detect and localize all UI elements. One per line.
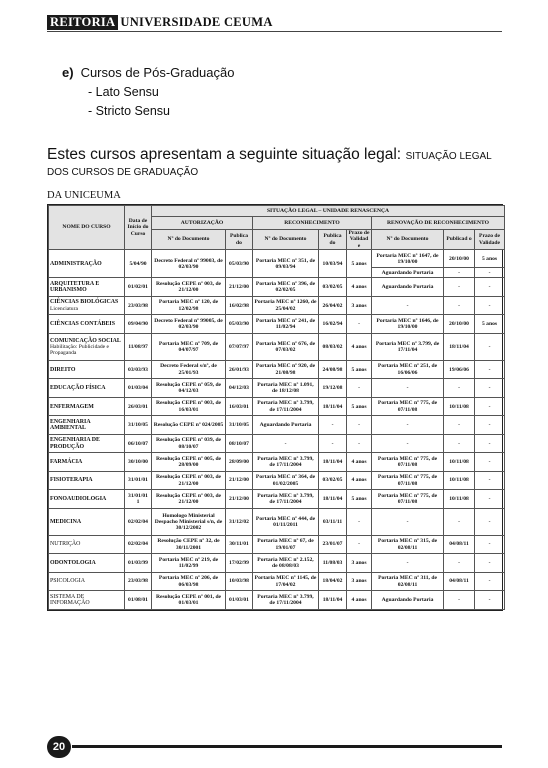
ren-pub-cell: - <box>444 416 475 434</box>
rec-prazo-cell: 4 anos <box>347 333 372 360</box>
auth-pub-cell: 31/12/02 <box>226 508 253 535</box>
rec-prazo-cell: 5 anos <box>347 490 372 508</box>
page-number: 20 <box>47 736 71 758</box>
ren-prazo-cell: - <box>475 572 505 590</box>
auth-doc-cell: Portaria MEC nº 219, de 11/02/99 <box>152 554 226 572</box>
postgrad-title <box>62 65 234 80</box>
auth-pub-cell: 31/10/05 <box>226 416 253 434</box>
ren-pub-cell: - <box>444 296 475 314</box>
course-name-cell <box>49 333 125 360</box>
col-renovacao: RENOVAÇÃO DE RECONHECIMENTO <box>372 217 505 230</box>
rec-doc-cell: Portaria MEC nº 676, de 07/03/02 <box>253 333 319 360</box>
rec-doc-cell: Portaria MEC nº 241, de 11/02/94 <box>253 315 319 333</box>
rec-pub-cell: 18/11/04 <box>319 397 347 415</box>
auth-pub-cell: 01/03/01 <box>226 591 253 610</box>
start-date-cell: 02/02/04 <box>125 508 152 535</box>
header-university-name: UNIVERSIDADE CEUMA <box>120 14 273 29</box>
rec-pub-cell: 18/11/04 <box>319 453 347 471</box>
ren-doc-cell: - <box>372 508 444 535</box>
ren-prazo-cell: - <box>475 490 505 508</box>
rec-prazo-cell: - <box>347 508 372 535</box>
table-subheading: DA UNICEUMA <box>47 190 121 201</box>
col-start-date: Data de Início do Curso <box>125 206 152 250</box>
table-row <box>49 379 505 397</box>
auth-doc-cell: Resolução CEPE nº 003, de 21/12/00 <box>152 278 226 296</box>
rec-prazo-cell: 5 anos <box>347 250 372 278</box>
ren-prazo-cell: 5 anos <box>475 250 505 268</box>
rec-pub-cell: 18/04/02 <box>319 572 347 590</box>
rec-pub-cell: 19/12/08 <box>319 379 347 397</box>
intro-paragraph <box>47 148 507 180</box>
start-date-cell: 31/01/01 1 <box>125 490 152 508</box>
course-name: COMUNICAÇÃO SOCIAL <box>50 337 121 344</box>
table-row <box>49 572 505 590</box>
course-name-cell <box>49 508 125 535</box>
ren-doc-cell: Portaria MEC nº 775, de 07/11/08 <box>372 397 444 415</box>
rec-pub-cell: 08/03/02 <box>319 333 347 360</box>
ren-doc-cell: Aguardando Portaria <box>372 278 444 296</box>
auth-pub-cell: 30/11/01 <box>226 535 253 553</box>
ren-doc-cell: Portaria MEC nº 775, de 07/11/08 <box>372 471 444 489</box>
auth-doc-cell: Resolução CEPE nº 005, de 28/09/00 <box>152 453 226 471</box>
ren-pub-cell: 10/11/08 <box>444 490 475 508</box>
rec-doc-cell: Portaria MEC nº 2.152, de 08/08/03 <box>253 554 319 572</box>
course-name: ARQUITETURA E URBANISMO <box>50 280 100 294</box>
ren-doc-cell: Portaria MEC nº 1646, de 19/10/00 <box>372 315 444 333</box>
auth-doc-cell: Resolução CEPE nº 039, de 08/10/07 <box>152 434 226 452</box>
auth-doc-cell: Decreto Federal nº 99005, de 02/03/90 <box>152 315 226 333</box>
rec-doc-cell: Portaria MEC nº 1.091, de 18/12/08 <box>253 379 319 397</box>
table-row <box>49 508 505 535</box>
start-date-cell: 30/10/00 <box>125 453 152 471</box>
rec-prazo-cell: - <box>347 434 372 452</box>
rec-pub-cell: 24/08/98 <box>319 360 347 378</box>
auth-pub-cell: 16/02/98 <box>226 296 253 314</box>
list-title-text: Cursos de Pós-Graduação <box>80 65 235 80</box>
ren-pub-cell: 20/10/00 <box>444 250 475 268</box>
page-header <box>47 14 273 30</box>
rec-prazo-cell: 3 anos <box>347 296 372 314</box>
course-subtitle: Habilitação: Publicidade e Propaganda <box>50 343 110 356</box>
course-name: FISIOTERAPIA <box>50 477 93 484</box>
auth-pub-cell: 21/12/00 <box>226 490 253 508</box>
course-name-cell <box>49 554 125 572</box>
header-reitoria-box: REITORIA <box>47 15 118 30</box>
table-row <box>49 296 505 314</box>
table-row <box>49 315 505 333</box>
ren-prazo-cell: - <box>475 278 505 296</box>
auth-doc-cell: Resolução CEPE nº 003, de 21/12/00 <box>152 490 226 508</box>
rec-prazo-cell: - <box>347 416 372 434</box>
auth-doc-cell: Resolução CEPE nº 003, de 16/03/01 <box>152 397 226 415</box>
rec-doc-cell: Portaria MEC nº 444, de 01/11/2011 <box>253 508 319 535</box>
course-name: PSICOLOGIA <box>50 578 86 585</box>
rec-prazo-cell: 5 anos <box>347 360 372 378</box>
rec-doc-cell: Portaria MEC nº 3.799, de 17/11/2004 <box>253 591 319 610</box>
course-name-cell <box>49 250 125 278</box>
ren-prazo-cell: - <box>475 296 505 314</box>
ren-pub-cell: - <box>444 278 475 296</box>
rec-pub-cell: 26/04/02 <box>319 296 347 314</box>
course-name-cell <box>49 315 125 333</box>
course-name: ENFERMAGEM <box>50 403 94 410</box>
intro-big-text: Estes cursos apresentam a seguinte situação legal: <box>47 146 402 163</box>
rec-pub-cell: - <box>319 416 347 434</box>
rec-doc-cell: Portaria MEC nº 351, de 09/03/94 <box>253 250 319 278</box>
auth-pub-cell: 21/12/00 <box>226 278 253 296</box>
table-row <box>49 397 505 415</box>
auth-pub-cell: 28/09/00 <box>226 453 253 471</box>
course-name-cell <box>49 379 125 397</box>
rec-prazo-cell: - <box>347 379 372 397</box>
auth-doc-cell: Decreto Federal s/nº, de 25/01/93 <box>152 360 226 378</box>
rec-doc-cell: Portaria MEC nº 67, de 19/01/07 <box>253 535 319 553</box>
table-row <box>49 490 505 508</box>
rec-doc-cell: Portaria MEC nº 3.799, de 17/11/2004 <box>253 490 319 508</box>
ren-pub-cell: 18/11/04 <box>444 333 475 360</box>
rec-pub-cell: 23/01/07 <box>319 535 347 553</box>
col-rec-doc: Nº do Documento <box>253 230 319 250</box>
col-reconhecimento: RECONHECIMENTO <box>253 217 372 230</box>
auth-pub-cell: 21/12/00 <box>226 471 253 489</box>
rec-pub-cell: 03/02/05 <box>319 471 347 489</box>
course-name-cell <box>49 397 125 415</box>
ren-pub-cell: - <box>444 379 475 397</box>
ren-prazo-cell: - <box>475 416 505 434</box>
course-name: ENGENHARIA AMBIENTAL <box>50 418 91 432</box>
auth-doc-cell: Portaria MEC nº 206, de 06/03/98 <box>152 572 226 590</box>
col-auth-pub: Publica do <box>226 230 253 250</box>
rec-prazo-cell: - <box>347 535 372 553</box>
course-name: ODONTOLOGIA <box>50 559 96 566</box>
rec-prazo-cell: 4 anos <box>347 471 372 489</box>
ren-prazo-cell: - <box>475 535 505 553</box>
table-row <box>49 453 505 471</box>
intro-small-text: SITUAÇÃO LEGAL DOS CURSOS DE GRADUAÇÃO <box>47 151 492 178</box>
course-name-cell <box>49 434 125 452</box>
auth-doc-cell: Decreto Federal nº 99003, de 02/03/90 <box>152 250 226 278</box>
course-name: SISTEMA DE INFORMAÇÃO <box>50 593 90 607</box>
course-name: EDUCAÇÃO FÍSICA <box>50 385 106 392</box>
table-row <box>49 333 505 360</box>
ren-doc-cell: Portaria MEC nº 775, de 07/11/08 <box>372 453 444 471</box>
course-name: CIÊNCIAS CONTÁBEIS <box>50 321 115 328</box>
ren-pub-cell: 10/11/08 <box>444 397 475 415</box>
ren-doc-cell: Portaria MEC nº 315, de 02/08/11 <box>372 535 444 553</box>
rec-doc-cell: Portaria MEC nº 396, de 02/02/05 <box>253 278 319 296</box>
auth-pub-cell: 26/01/93 <box>226 360 253 378</box>
start-date-cell: 06/10/07 <box>125 434 152 452</box>
auth-doc-cell: Portaria MEC nº 709, de 04/07/97 <box>152 333 226 360</box>
ren-prazo-cell: - <box>475 554 505 572</box>
rec-pub-cell: 16/02/94 <box>319 315 347 333</box>
table-row <box>49 535 505 553</box>
col-ren-pub: Publicad o <box>444 230 475 250</box>
start-date-cell: 01/03/04 <box>125 379 152 397</box>
ren-pub-cell: 10/11/08 <box>444 471 475 489</box>
rec-prazo-cell: 3 anos <box>347 572 372 590</box>
table-row <box>49 278 505 296</box>
ren-doc-cell: - <box>372 296 444 314</box>
table-row <box>49 250 505 268</box>
auth-pub-cell: 05/03/90 <box>226 315 253 333</box>
auth-pub-cell: 16/03/01 <box>226 397 253 415</box>
rec-doc-cell: Aguardando Portaria <box>253 416 319 434</box>
rec-doc-cell: Portaria MEC nº 1145, de 17/04/02 <box>253 572 319 590</box>
ren-prazo-cell: - <box>475 360 505 378</box>
rec-doc-cell: Portaria MEC nº 364, de 01/02/2005 <box>253 471 319 489</box>
list-marker: e) <box>62 65 74 80</box>
auth-pub-cell: 17/02/99 <box>226 554 253 572</box>
start-date-cell: 26/03/01 <box>125 397 152 415</box>
rec-doc-cell: Portaria MEC nº 3.799, de 17/11/2004 <box>253 397 319 415</box>
course-name: MEDICINA <box>50 518 82 525</box>
course-name: NUTRIÇÃO <box>50 541 81 548</box>
ren-prazo-cell: - <box>475 268 505 278</box>
rec-pub-cell: 03/02/05 <box>319 278 347 296</box>
ren-prazo-cell: - <box>475 333 505 360</box>
course-name-cell <box>49 296 125 314</box>
course-name: CIÊNCIAS BIOLÓGICAS <box>50 299 119 306</box>
ren-pub-cell: 04/08/11 <box>444 535 475 553</box>
start-date-cell: 5/04/90 <box>125 250 152 278</box>
ren-doc-cell: Portaria MEC nº 311, de 02/08/11 <box>372 572 444 590</box>
ren-prazo-cell: - <box>475 591 505 610</box>
ren-pub-cell: - <box>444 434 475 452</box>
course-name-cell <box>49 591 125 610</box>
table-row <box>49 471 505 489</box>
rec-prazo-cell: 4 anos <box>347 453 372 471</box>
ren-pub-cell: 10/11/08 <box>444 453 475 471</box>
course-name-cell <box>49 416 125 434</box>
auth-doc-cell: Resolução CEPE nº 001, de 01/03/01 <box>152 591 226 610</box>
course-name: DIREITO <box>50 366 76 373</box>
list-item-lato: - Lato Sensu <box>88 85 159 99</box>
rec-pub-cell: 11/08/03 <box>319 554 347 572</box>
col-ren-prazo: Prazo de Validade <box>475 230 505 250</box>
auth-doc-cell: Homologo Ministerial Despacho Ministerial s/n, de 30/12/2002 <box>152 508 226 535</box>
rec-prazo-cell: 3 anos <box>347 554 372 572</box>
ren-prazo-cell: 5 anos <box>475 315 505 333</box>
ren-pub-cell: - <box>444 591 475 610</box>
col-ren-doc: Nº do Documento <box>372 230 444 250</box>
rec-pub-cell: - <box>319 434 347 452</box>
course-name-cell <box>49 490 125 508</box>
rec-pub-cell: 03/11/11 <box>319 508 347 535</box>
course-name-cell <box>49 453 125 471</box>
ren-pub-cell: - <box>444 508 475 535</box>
rec-prazo-cell: 4 anos <box>347 278 372 296</box>
course-subtitle: Licenciatura <box>50 305 78 312</box>
col-rec-pub: Publica do <box>319 230 347 250</box>
ren-doc-cell: Aguardando Portaria <box>372 268 444 278</box>
course-name-cell <box>49 360 125 378</box>
auth-doc-cell: Resolução CEPE nº 32, de 30/11/2001 <box>152 535 226 553</box>
rec-prazo-cell: 5 anos <box>347 397 372 415</box>
ren-doc-cell: - <box>372 434 444 452</box>
ren-doc-cell: Aguardando Portaria <box>372 591 444 610</box>
auth-pub-cell: 08/10/07 <box>226 434 253 452</box>
ren-prazo-cell: - <box>475 379 505 397</box>
start-date-cell: 01/08/01 <box>125 591 152 610</box>
auth-pub-cell: 10/03/98 <box>226 572 253 590</box>
start-date-cell: 31/10/05 <box>125 416 152 434</box>
list-item-stricto: - Stricto Sensu <box>88 104 170 118</box>
ren-pub-cell: - <box>444 268 475 278</box>
course-name-cell <box>49 278 125 296</box>
rec-pub-cell: 10/03/94 <box>319 250 347 278</box>
ren-doc-cell: - <box>372 379 444 397</box>
ren-doc-cell: - <box>372 554 444 572</box>
col-auth-doc: Nº do Documento <box>152 230 226 250</box>
course-name: ADMINISTRAÇÃO <box>50 260 102 267</box>
auth-pub-cell: 05/03/90 <box>226 250 253 278</box>
start-date-cell: 23/03/98 <box>125 572 152 590</box>
rec-pub-cell: 18/11/04 <box>319 591 347 610</box>
rec-doc-cell: Portaria MEC nº 920, de 21/08/98 <box>253 360 319 378</box>
ren-doc-cell: - <box>372 416 444 434</box>
header-rule <box>47 31 502 32</box>
table-row <box>49 434 505 452</box>
ren-doc-cell: Portaria MEC nº 3.799, de 17/11/04 <box>372 333 444 360</box>
start-date-cell: 11/08/97 <box>125 333 152 360</box>
table-row <box>49 591 505 610</box>
ren-doc-cell: Portaria MEC nº 251, de 16/06/06 <box>372 360 444 378</box>
course-name: ENGENHARIA DE PRODUÇÃO <box>50 437 100 450</box>
start-date-cell: 09/04/90 <box>125 315 152 333</box>
ren-prazo-cell: - <box>475 397 505 415</box>
auth-doc-cell: Resolução CEPE nº 059, de 04/12/03 <box>152 379 226 397</box>
course-name-cell <box>49 572 125 590</box>
auth-doc-cell: Resolução CEPE nº 024/2005 <box>152 416 226 434</box>
ren-prazo-cell: - <box>475 508 505 535</box>
course-name-cell <box>49 471 125 489</box>
ren-pub-cell: 19/06/06 <box>444 360 475 378</box>
ren-pub-cell: 20/10/00 <box>444 315 475 333</box>
auth-pub-cell: 04/12/03 <box>226 379 253 397</box>
rec-pub-cell: 18/11/04 <box>319 490 347 508</box>
col-course-name: NOME DO CURSO <box>49 206 125 250</box>
start-date-cell: 02/02/04 <box>125 535 152 553</box>
auth-doc-cell: Portaria MEC nº 120, de 12/02/98 <box>152 296 226 314</box>
ren-prazo-cell: - <box>475 434 505 452</box>
rec-prazo-cell: 4 anos <box>347 591 372 610</box>
start-date-cell: 23/03/98 <box>125 296 152 314</box>
ren-prazo-cell: - <box>475 453 505 471</box>
start-date-cell: 01/02/01 <box>125 278 152 296</box>
course-name-cell <box>49 535 125 553</box>
rec-doc-cell: Portaria MEC nº 1260, de 25/04/02 <box>253 296 319 314</box>
footer-rule <box>72 745 502 748</box>
ren-prazo-cell: - <box>475 471 505 489</box>
table-body <box>49 250 505 610</box>
ren-doc-cell: Portaria MEC nº 1647, de 19/10/00 <box>372 250 444 268</box>
start-date-cell: 01/03/99 <box>125 554 152 572</box>
rec-doc-cell: Portaria MEC nº 3.799, de 17/11/2004 <box>253 453 319 471</box>
start-date-cell: 03/03/93 <box>125 360 152 378</box>
col-autorizacao: AUTORIZAÇÃO <box>152 217 253 230</box>
table-row <box>49 416 505 434</box>
legal-status-table <box>47 204 503 611</box>
col-group-title: SITUAÇÃO LEGAL – UNIDADE RENASCENÇA <box>152 206 505 217</box>
table-row <box>49 360 505 378</box>
table-row <box>49 554 505 572</box>
auth-doc-cell: Resolução CEPE nº 003, de 21/12/00 <box>152 471 226 489</box>
ren-doc-cell: Portaria MEC nº 775, de 07/11/08 <box>372 490 444 508</box>
course-name: FARMÁCIA <box>50 458 83 465</box>
col-rec-prazo: Prazo de Validad e <box>347 230 372 250</box>
ren-pub-cell: 04/08/11 <box>444 572 475 590</box>
start-date-cell: 31/01/01 <box>125 471 152 489</box>
course-name: FONOAUDIOLOGIA <box>50 495 107 502</box>
rec-prazo-cell: - <box>347 315 372 333</box>
auth-pub-cell: 07/07/97 <box>226 333 253 360</box>
ren-pub-cell: - <box>444 554 475 572</box>
rec-doc-cell: - <box>253 434 319 452</box>
